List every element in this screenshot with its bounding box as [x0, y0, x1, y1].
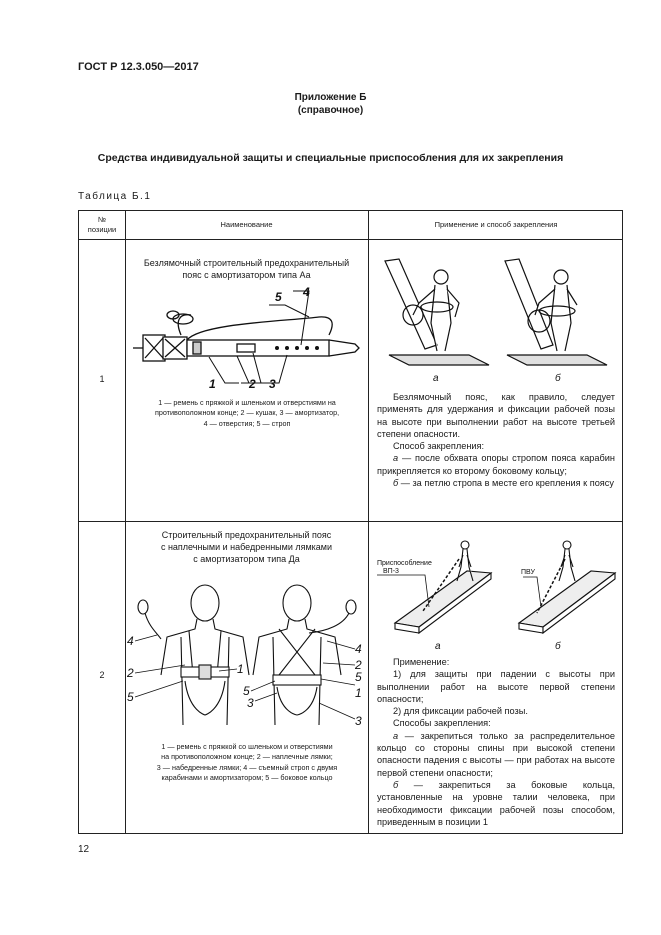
row-1-text-a: — после обхвата опоры стропом пояса карабин прикрепляется ко второму боковому кольцу; — [377, 453, 615, 476]
row-1-fig-title-line2: пояс с амортизатором типа Аа — [182, 270, 311, 280]
row-2-label-a: а — [435, 641, 441, 652]
row-1-label-a: а — [433, 373, 439, 384]
main-title: Средства индивидуальной защиты и специальные приспособления для их закрепления — [97, 152, 564, 164]
callout-left-5: 5 — [127, 690, 134, 704]
col-divider — [125, 211, 126, 833]
row-1-caption-line1: 1 — ремень с пряжкой и шленьком и отверстиями на — [158, 398, 336, 407]
row-2-fig-title — [125, 529, 368, 565]
device-label-vp3-line2: ВП-3 — [383, 568, 399, 575]
callout-right-5b: 5 — [355, 670, 362, 684]
row-1-caption-line3: 4 — отверстия; 5 — строп — [203, 418, 291, 428]
row-2-caption-line2: на противоположном конце; 2 — наплечные лямки; — [161, 752, 333, 762]
belt-diagram — [129, 283, 365, 393]
col-divider — [368, 211, 369, 833]
row-1-label-b: б — [555, 373, 561, 384]
row-1-paragraph-1: Безлямочный пояс, как правило, следует применять для удержания и фиксации рабочей позы на высоте при выполнении работ на высоте третьей степени опасности. — [377, 392, 615, 439]
callout-3: 3 — [269, 377, 276, 391]
callout-left-2: 2 — [127, 666, 134, 680]
row-2-number: 2 — [99, 670, 105, 680]
callout-right-1: 1 — [355, 686, 362, 700]
row-2-caption-line3: 3 — набедренные лямки; 4 — съемный строп с двумя — [156, 762, 338, 772]
callout-right-3a: 3 — [247, 696, 254, 710]
row-2-key-b: б — [393, 779, 399, 790]
row-2-caption — [129, 742, 365, 784]
col-header-num-line2: позиции — [87, 225, 117, 234]
row-2-text-a: — закрепиться только за распределительное кольцо со стороны спины при высокой степени опасности падения с высоты — при работах на высоте первой степени опасности; — [377, 730, 615, 778]
row-1-text-b: — за петлю стропа в месте его крепления к поясу — [398, 478, 614, 489]
table — [78, 210, 623, 834]
hole-icon — [275, 346, 279, 350]
hole-icon — [305, 346, 309, 350]
usage-illustration-row2 — [371, 533, 621, 653]
row-2-paragraph-6 — [377, 779, 615, 828]
row-1-paragraph-2: Способ закрепления: — [393, 441, 485, 452]
callout-4: 4 — [303, 285, 310, 299]
row-2-fig-title-line1: Строительный предохранительный пояс — [161, 530, 332, 540]
table-label: Таблица Б.1 — [78, 191, 152, 202]
row-2-text-b: — закрепиться за боковые кольца, установленные на уровне талии человека, при необходимости фиксации рабочей позы способом, приведенным в позиции 1 — [377, 779, 615, 827]
row-2-paragraph-4: Способы закрепления: — [393, 718, 491, 729]
callout-left-1: 1 — [237, 662, 244, 676]
callout-right-4: 4 — [355, 642, 362, 656]
appendix-title — [0, 91, 661, 117]
col-header-name: Наименование — [220, 220, 273, 229]
callout-5: 5 — [275, 290, 282, 304]
appendix-name: Приложение Б — [294, 92, 367, 103]
row-2-fig-title-line2: с наплечными и набедренными лямками — [160, 542, 333, 552]
doc-code: ГОСТ Р 12.3.050—2017 — [78, 61, 199, 73]
row-2-caption-line1: 1 — ремень с пряжкой со шленьком и отверстиями — [161, 742, 333, 751]
callout-1: 1 — [209, 377, 216, 391]
row-2-caption-line4: карабинами и амортизатором; 5 — боковое кольцо — [161, 773, 333, 783]
row-2-label-b: б — [555, 641, 561, 652]
row-1-paragraph-3 — [377, 452, 615, 477]
row-2-paragraph-5 — [377, 730, 615, 779]
callout-right-2: 2 — [355, 658, 362, 672]
row-1-key-a: а — [393, 453, 399, 464]
row-2-fig-title-line3: с амортизатором типа Да — [193, 554, 300, 564]
col-header-use: Применение и способ закрепления — [434, 220, 558, 229]
device-label-vp3-line1: Приспособление — [377, 560, 432, 567]
row-1-number: 1 — [99, 374, 105, 384]
row-1-caption — [129, 398, 365, 429]
usage-illustration-row1 — [379, 255, 615, 385]
row-2-paragraph-3: 2) для фиксации рабочей позы. — [393, 706, 528, 717]
row-1-fig-title-line1: Безлямочный строительный предохранительный — [143, 258, 350, 268]
col-header-num-line1: № — [97, 215, 107, 224]
row-divider — [79, 521, 622, 522]
hole-icon — [285, 346, 289, 350]
harness-diagram — [127, 575, 367, 737]
row-2-key-a: а — [393, 730, 399, 741]
callout-right-3b: 3 — [355, 714, 362, 728]
row-2-paragraph-2: 1) для защиты при падении с высоты при выполнении работ на высоте первой степени опасности; — [377, 669, 615, 704]
callout-left-4: 4 — [127, 634, 134, 648]
header-divider — [79, 239, 622, 240]
row-1-description — [377, 391, 615, 489]
row-1-key-b: б — [393, 478, 399, 489]
page-number: 12 — [78, 844, 90, 855]
hole-icon — [295, 346, 299, 350]
col-header-num — [79, 215, 125, 235]
device-label-pvu: ПВУ — [521, 569, 535, 576]
row-2-paragraph-1: Применение: — [393, 657, 450, 667]
row-1-caption-line2: противоположном конце; 2 — кушак, 3 — амортизатор, — [154, 408, 340, 418]
hole-icon — [315, 346, 319, 350]
row-2-description — [377, 656, 615, 828]
callout-2: 2 — [249, 377, 256, 391]
row-1-paragraph-4 — [377, 477, 615, 489]
appendix-type: (справочное) — [297, 105, 364, 116]
callout-right-5a: 5 — [243, 684, 250, 698]
row-1-fig-title — [125, 257, 368, 281]
